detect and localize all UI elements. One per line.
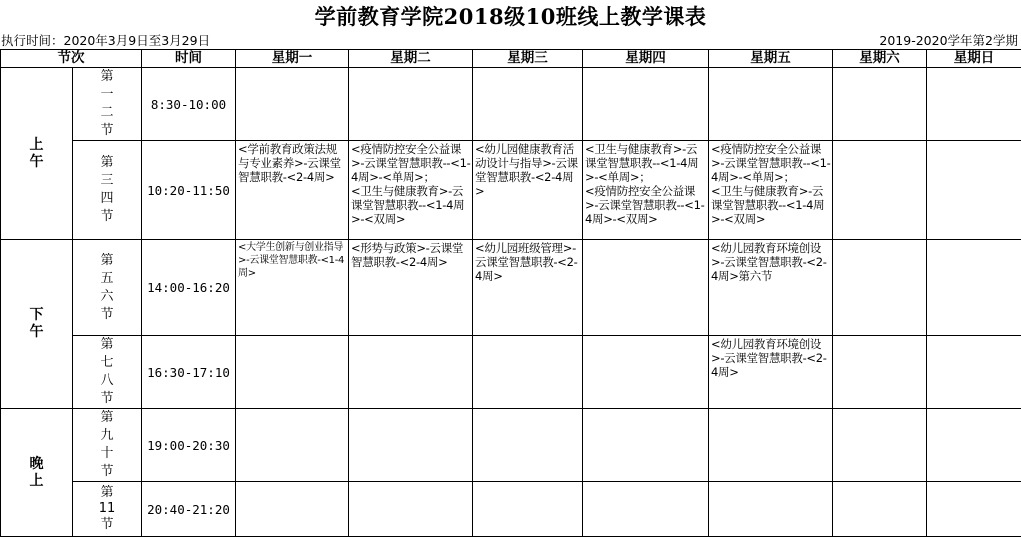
- course-cell: <疫情防控安全公益课>-云课堂智慧职教--<1-4周>-<单周>； <卫生与健康教育>-云课堂智慧职教--<1-4周>-<双周>: [709, 141, 833, 240]
- course-cell: <幼儿园健康教育活动设计与指导>-云课堂智慧职教-<2-4周>: [473, 141, 583, 240]
- course-cell: <大学生创新与创业指导>-云课堂智慧职教-<1-4周>: [236, 240, 349, 336]
- course-cell: [833, 336, 927, 409]
- course-cell: <幼儿园教育环境创设>-云课堂智慧职教-<2-4周>: [709, 336, 833, 409]
- execution-period: 执行时间：2020年3月9日至3月29日: [1, 32, 210, 49]
- course-cell: [349, 336, 473, 409]
- course-cell: [473, 68, 583, 141]
- time-range: 16:30-17:10: [142, 336, 236, 409]
- header-row: [1, 50, 1021, 68]
- course-cell: [583, 336, 709, 409]
- header-monday: 星期一: [236, 50, 349, 68]
- header-tuesday: 星期二: [349, 50, 473, 68]
- course-cell: <学前教育政策法规与专业素养>-云课堂智慧职教-<2-4周>: [236, 141, 349, 240]
- time-range: 19:00-20:30: [142, 409, 236, 482]
- course-cell: <疫情防控安全公益课>-云课堂智慧职教--<1-4周>-<单周>； <卫生与健康教育>-云课堂智慧职教--<1-4周>-<双周>: [349, 141, 473, 240]
- header-time: 时间: [142, 50, 236, 68]
- course-cell: [349, 409, 473, 482]
- session-label: 第 11 节: [73, 482, 142, 537]
- time-range: 14:00-16:20: [142, 240, 236, 336]
- course-cell: [236, 336, 349, 409]
- time-range: 10:20-11:50: [142, 141, 236, 240]
- session-label: 第 九 十 节: [73, 409, 142, 482]
- course-cell: [473, 409, 583, 482]
- schedule-row: [1, 68, 1021, 141]
- course-cell: [927, 409, 1021, 482]
- course-cell: [709, 409, 833, 482]
- time-range: 8:30-10:00: [142, 68, 236, 141]
- course-cell: [473, 482, 583, 537]
- timetable: [0, 49, 1021, 537]
- period-evening: [1, 409, 73, 537]
- course-cell: [709, 68, 833, 141]
- session-label: 第 一 二 节: [73, 68, 142, 141]
- course-cell: [349, 68, 473, 141]
- schedule-row: [1, 141, 1021, 240]
- course-cell: <幼儿园班级管理>-云课堂智慧职教-<2-4周>: [473, 240, 583, 336]
- course-cell: [927, 141, 1021, 240]
- period-morning: [1, 68, 73, 240]
- course-cell: [583, 409, 709, 482]
- course-cell: <形势与政策>-云课堂智慧职教-<2-4周>: [349, 240, 473, 336]
- schedule-row: [1, 240, 1021, 336]
- session-label: 第 五 六 节: [73, 240, 142, 336]
- course-cell: [583, 482, 709, 537]
- course-cell: [473, 336, 583, 409]
- course-cell: [927, 336, 1021, 409]
- schedule-row: [1, 409, 1021, 482]
- course-cell: [583, 68, 709, 141]
- course-cell: [236, 482, 349, 537]
- period-afternoon: [1, 240, 73, 409]
- course-cell: [833, 482, 927, 537]
- course-cell: [236, 68, 349, 141]
- header-friday: 星期五: [709, 50, 833, 68]
- course-cell: [709, 482, 833, 537]
- header-thursday: 星期四: [583, 50, 709, 68]
- course-cell: <卫生与健康教育>-云课堂智慧职教--<1-4周>-<单周>； <疫情防控安全公益课>-云课堂智慧职教--<1-4周>-<双周>: [583, 141, 709, 240]
- course-cell: [583, 240, 709, 336]
- period-label: 上 午: [30, 137, 44, 170]
- schedule-title: 学前教育学院2018级10班线上教学课表: [0, 0, 1021, 30]
- period-label: 下 午: [30, 307, 44, 340]
- schedule-row: [1, 482, 1021, 537]
- course-cell: [833, 409, 927, 482]
- session-label: 第 七 八 节: [73, 336, 142, 409]
- header-wednesday: 星期三: [473, 50, 583, 68]
- course-cell: <幼儿园教育环境创设>-云课堂智慧职教-<2-4周>第六节: [709, 240, 833, 336]
- schedule-row: [1, 336, 1021, 409]
- header-saturday: 星期六: [833, 50, 927, 68]
- period-label: 晚 上: [30, 456, 44, 489]
- course-cell: [833, 141, 927, 240]
- header-sunday: 星期日: [927, 50, 1021, 68]
- session-label: 第 三 四 节: [73, 141, 142, 240]
- course-cell: [927, 482, 1021, 537]
- header-section: 节次: [1, 50, 142, 68]
- course-cell: [833, 68, 927, 141]
- course-cell: [349, 482, 473, 537]
- academic-term: 2019-2020学年第2学期: [879, 32, 1018, 49]
- time-range: 20:40-21:20: [142, 482, 236, 537]
- course-cell: [927, 68, 1021, 141]
- course-cell: [236, 409, 349, 482]
- course-cell: [833, 240, 927, 336]
- course-cell: [927, 240, 1021, 336]
